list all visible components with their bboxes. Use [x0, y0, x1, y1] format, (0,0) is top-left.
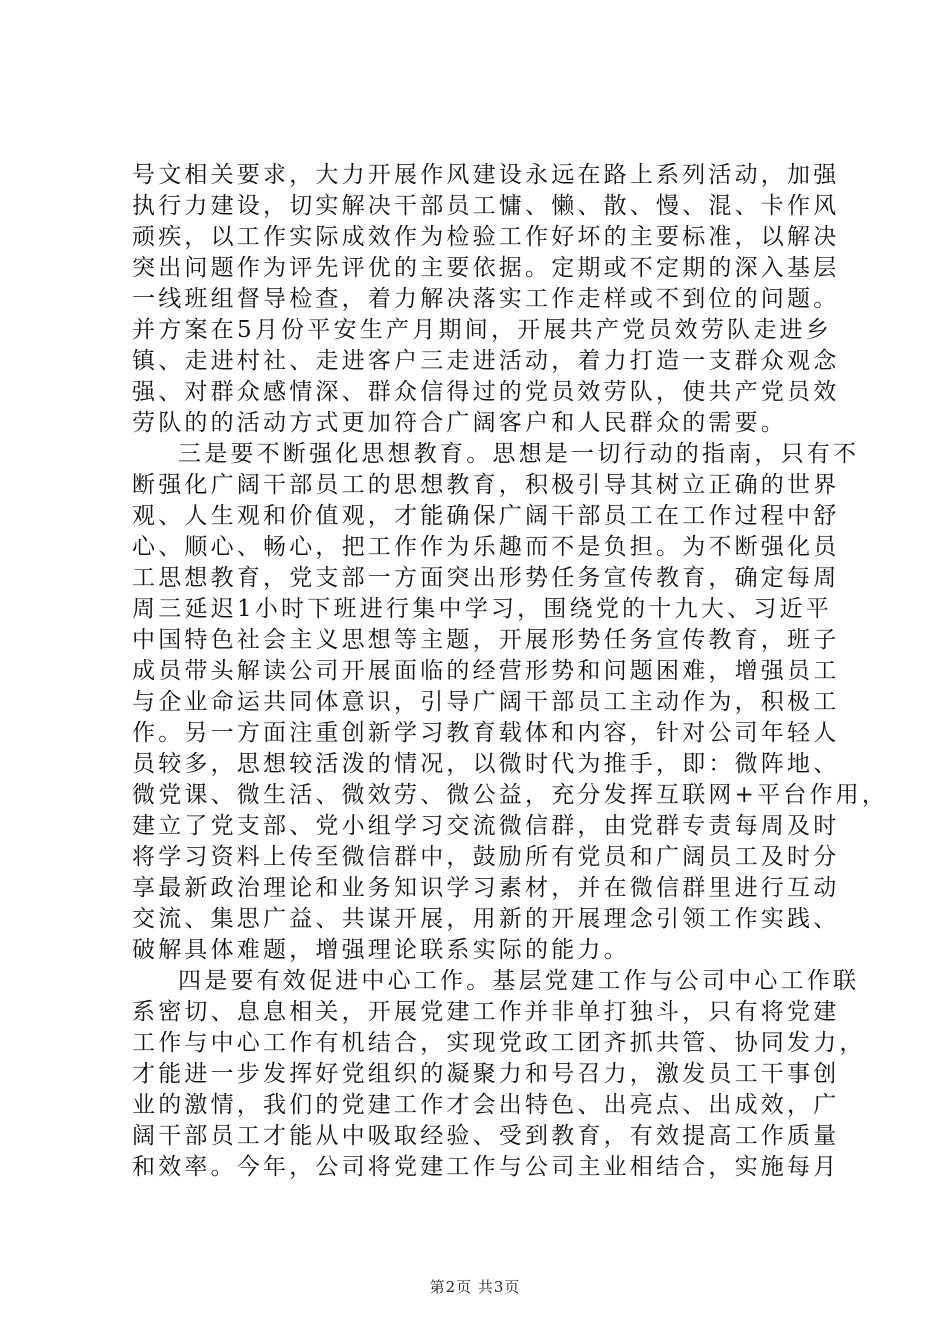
text-line: 与企业命运共同体意识，引导广阔干部员工主动作为，积极工: [132, 689, 840, 715]
text-line: 断强化广阔干部员工的思想教育，积极引导其树立正确的世界: [132, 472, 840, 498]
text-line: 执行力建设，切实解决干部员工慵、懒、散、慢、混、卡作风: [132, 193, 840, 219]
page-number-footer: 第2页 共3页: [429, 1278, 521, 1296]
text-line: 劳队的的活动方式更加符合广阔客户和人民群众的需要。: [132, 410, 787, 436]
text-line: 成员带头解读公司开展面临的经营形势和问题困难，增强员工: [132, 658, 840, 684]
text-line: 四是要有效促进中心工作。基层党建工作与公司中心工作联: [178, 968, 860, 994]
document-body: [132, 160, 889, 1183]
text-line: 顽疾，以工作实际成效作为检验工作好坏的主要标准，以解决: [132, 224, 840, 250]
text-line: 强、对群众感情深、群众信得过的党员效劳队，使共产党员效: [132, 379, 840, 405]
text-line: 建立了党支部、党小组学习交流微信群，由党群专责每周及时: [132, 813, 840, 839]
text-line: 并方案在5月份平安生产月期间，开展共产党员效劳队走进乡: [132, 317, 832, 343]
text-line: 中国特色社会主义思想等主题，开展形势任务宣传教育，班子: [132, 627, 840, 653]
text-line: 微党课、微生活、微效劳、微公益，充分发挥互联网+平台作用，: [132, 782, 889, 808]
text-line: 一线班组督导检查，着力解决落实工作走样或不到位的问题。: [132, 286, 840, 312]
text-line: 周三延迟1小时下班进行集中学习，围绕党的十九大、习近平: [132, 596, 832, 622]
text-line: 号文相关要求，大力开展作风建设永远在路上系列活动，加强: [132, 162, 840, 188]
text-line: 员较多，思想较活泼的情况，以微时代为推手，即：微阵地、: [132, 751, 840, 777]
text-line: 将学习资料上传至微信群中，鼓励所有党员和广阔员工及时分: [132, 844, 840, 870]
text-line: 工作与中心工作有机结合，实现党政工团齐抓共管、协同发力，: [132, 1030, 866, 1056]
text-line: 三是要不断强化思想教育。思想是一切行动的指南，只有不: [178, 441, 860, 467]
text-line: 才能进一步发挥好党组织的凝聚力和号召力，激发员工干事创: [132, 1061, 840, 1087]
text-line: 业的激情，我们的党建工作才会出特色、出亮点、出成效，广: [132, 1092, 840, 1118]
text-line: 心、顺心、畅心，把工作作为乐趣而不是负担。为不断强化员: [132, 534, 840, 560]
paragraph-3: [132, 966, 866, 1183]
text-line: 工思想教育，党支部一方面突出形势任务宣传教育，确定每周: [132, 565, 840, 591]
text-line: 作。另一方面注重创新学习教育载体和内容，针对公司年轻人: [132, 720, 840, 746]
text-line: 和效率。今年，公司将党建工作与公司主业相结合，实施每月: [132, 1154, 840, 1180]
text-line: 阔干部员工才能从中吸取经验、受到教育，有效提高工作质量: [132, 1123, 840, 1149]
paragraph-1: [132, 160, 840, 439]
text-line: 系密切、息息相关，开展党建工作并非单打独斗，只有将党建: [132, 999, 840, 1025]
paragraph-2: [132, 439, 889, 966]
text-line: 破解具体难题，增强理论联系实际的能力。: [132, 937, 630, 963]
text-line: 享最新政治理论和业务知识学习素材，并在微信群里进行互动: [132, 875, 840, 901]
text-line: 突出问题作为评先评优的主要依据。定期或不定期的深入基层: [132, 255, 840, 281]
text-line: 交流、集思广益、共谋开展，用新的开展理念引领工作实践、: [132, 906, 840, 932]
text-line: 镇、走进村社、走进客户三走进活动，着力打造一支群众观念: [132, 348, 840, 374]
text-line: 观、人生观和价值观，才能确保广阔干部员工在工作过程中舒: [132, 503, 840, 529]
